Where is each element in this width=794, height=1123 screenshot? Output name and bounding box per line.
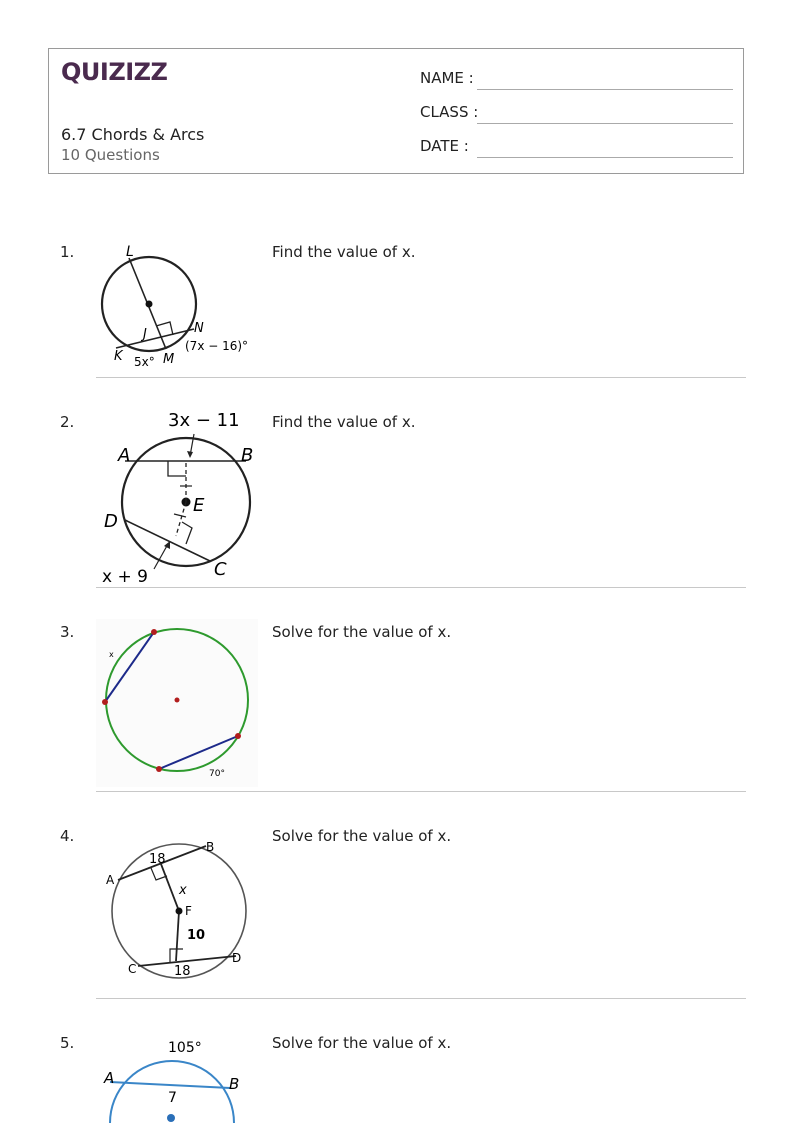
question-number: 4. (60, 827, 75, 845)
label-c: C (214, 559, 227, 580)
label-top-chord: 18 (149, 852, 166, 867)
question-divider (96, 377, 746, 378)
question-number: 5. (60, 1034, 75, 1052)
label-l: L (126, 244, 134, 260)
question-count: 10 Questions (61, 146, 160, 164)
question-number: 2. (60, 413, 75, 431)
label-top-expression: 3x − 11 (168, 410, 240, 431)
label-x: x (179, 883, 187, 898)
label-distance: 10 (187, 928, 206, 943)
label-b: B (229, 1075, 240, 1093)
class-field[interactable] (477, 123, 733, 124)
label-x: x (109, 650, 114, 659)
label-angle: 70° (209, 769, 225, 779)
question-divider (96, 791, 746, 792)
worksheet-title: 6.7 Chords & Arcs (61, 125, 205, 144)
label-bottom-chord: 18 (174, 964, 191, 979)
question-divider (96, 587, 746, 588)
date-label: DATE : (420, 137, 469, 155)
label-f: F (185, 904, 192, 918)
label-arc: 105° (168, 1040, 202, 1056)
date-field[interactable] (477, 157, 733, 158)
label-d: D (104, 511, 118, 532)
question-text: Find the value of x. (272, 243, 416, 261)
quizizz-logo: QUIZIZZ (61, 58, 168, 86)
question-text: Solve for the value of x. (272, 1034, 452, 1052)
question-number: 1. (60, 243, 75, 261)
label-b: B (206, 840, 215, 854)
label-chord: 7 (168, 1090, 177, 1106)
question-divider (96, 998, 746, 999)
label-d: D (232, 951, 242, 965)
name-label: NAME : (420, 69, 474, 87)
label-a: A (118, 445, 131, 466)
label-m: M (163, 352, 175, 367)
label-a: A (104, 1069, 115, 1087)
question-5-figure (96, 1034, 258, 1123)
name-field[interactable] (477, 89, 733, 90)
label-n: N (194, 321, 204, 336)
question-1-figure (96, 236, 266, 372)
question-2-figure (96, 404, 266, 584)
question-text: Find the value of x. (272, 413, 416, 431)
label-j: J (143, 327, 147, 342)
label-bottom-expression: x + 9 (102, 567, 148, 584)
label-e: E (193, 495, 205, 516)
question-text: Solve for the value of x. (272, 827, 452, 845)
question-text: Solve for the value of x. (272, 623, 452, 641)
label-arc-mn: (7x − 16)° (185, 339, 249, 353)
question-3-figure (96, 619, 258, 787)
label-a: A (106, 873, 115, 887)
label-b: B (241, 445, 254, 466)
question-number: 3. (60, 623, 75, 641)
worksheet-header (48, 48, 744, 174)
label-arc-km: 5x° (134, 355, 155, 369)
question-4-figure (96, 833, 258, 981)
label-c: C (128, 962, 137, 976)
class-label: CLASS : (420, 103, 479, 121)
label-k: K (114, 349, 123, 364)
